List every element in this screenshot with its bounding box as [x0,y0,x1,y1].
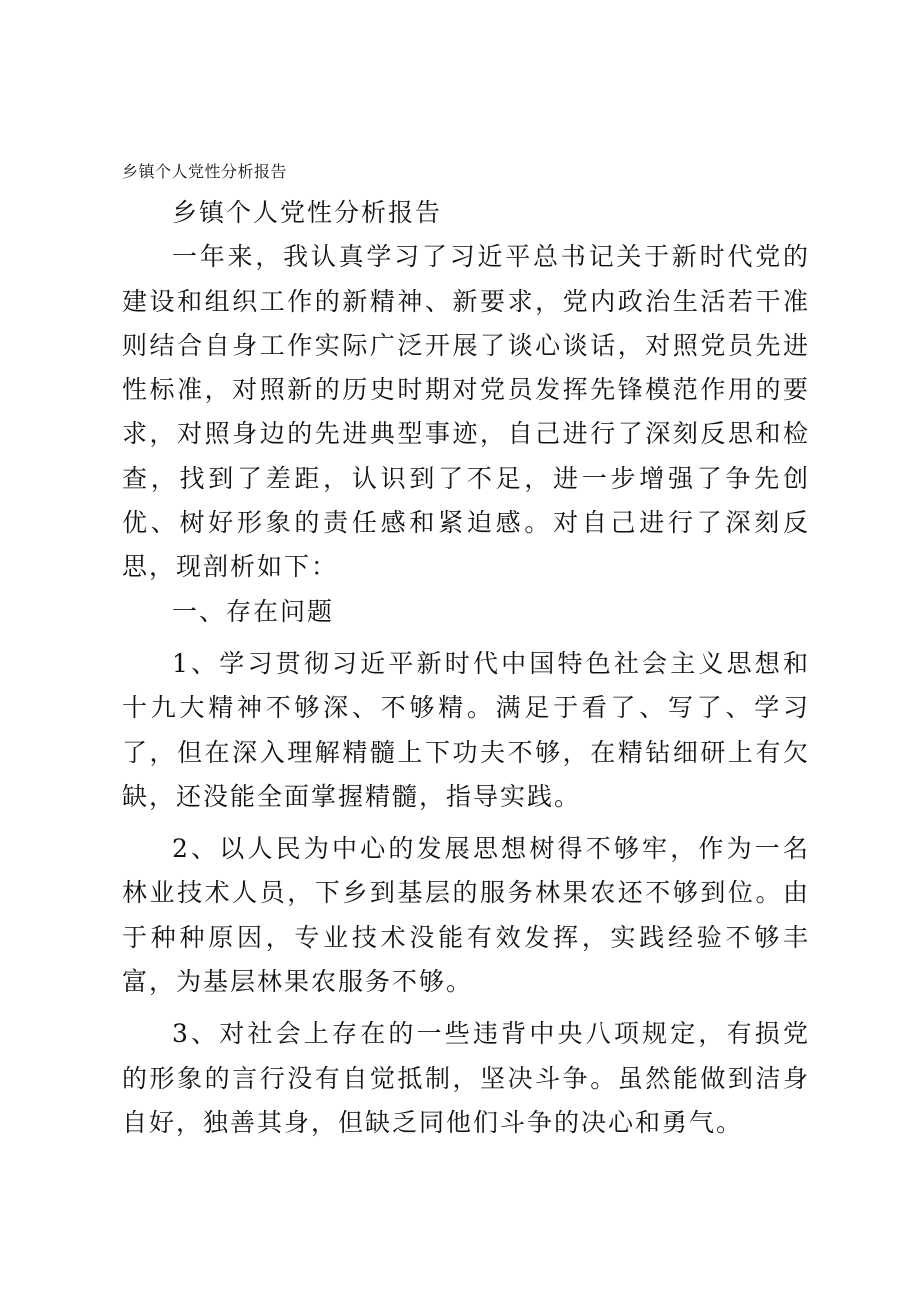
page-header-title: 乡镇个人党性分析报告 [122,162,288,181]
document-title: 乡镇个人党性分析报告 [172,198,443,227]
problem-item-3: 3、对社会上存在的一些违背中央八项规定，有损党的形象的言行没有自觉抵制，坚决斗争。虽然能做到洁身自好，独善其身，但缺乏同他们斗争的决心和勇气。 [122,1019,810,1137]
intro-paragraph: 一年来，我认真学习了习近平总书记关于新时代党的建设和组织工作的新精神、新要求，党内政治生活若干准则结合自身工作实际广泛开展了谈心谈话，对照党员先进性标准，对照新的历史时期对党员发挥先锋模范作用的要求，对照身边的先进典型事迹，自己进行了深刻反思和检查，找到了差距，认识到了不足，进一步增强了争先创优、树好形象的责任感和紧迫感。对自己进行了深刻反思，现剖析如下： [122,242,810,582]
problem-item-2: 2、以人民为中心的发展思想树得不够牢，作为一名林业技术人员，下乡到基层的服务林果农还不够到位。由于种种原因，专业技术没能有效发挥，实践经验不够丰富，为基层林果农服务不够。 [122,834,810,997]
section-heading: 一、存在问题 [172,596,335,626]
document-body [122,191,810,1145]
problem-item-1: 1、学习贯彻习近平新时代中国特色社会主义思想和十九大精神不够深、不够精。满足于看了、写了、学习了，但在深入理解精髓上下功夫不够，在精钻细研上有欠缺，还没能全面掌握精髓，指导实践。 [122,648,810,811]
